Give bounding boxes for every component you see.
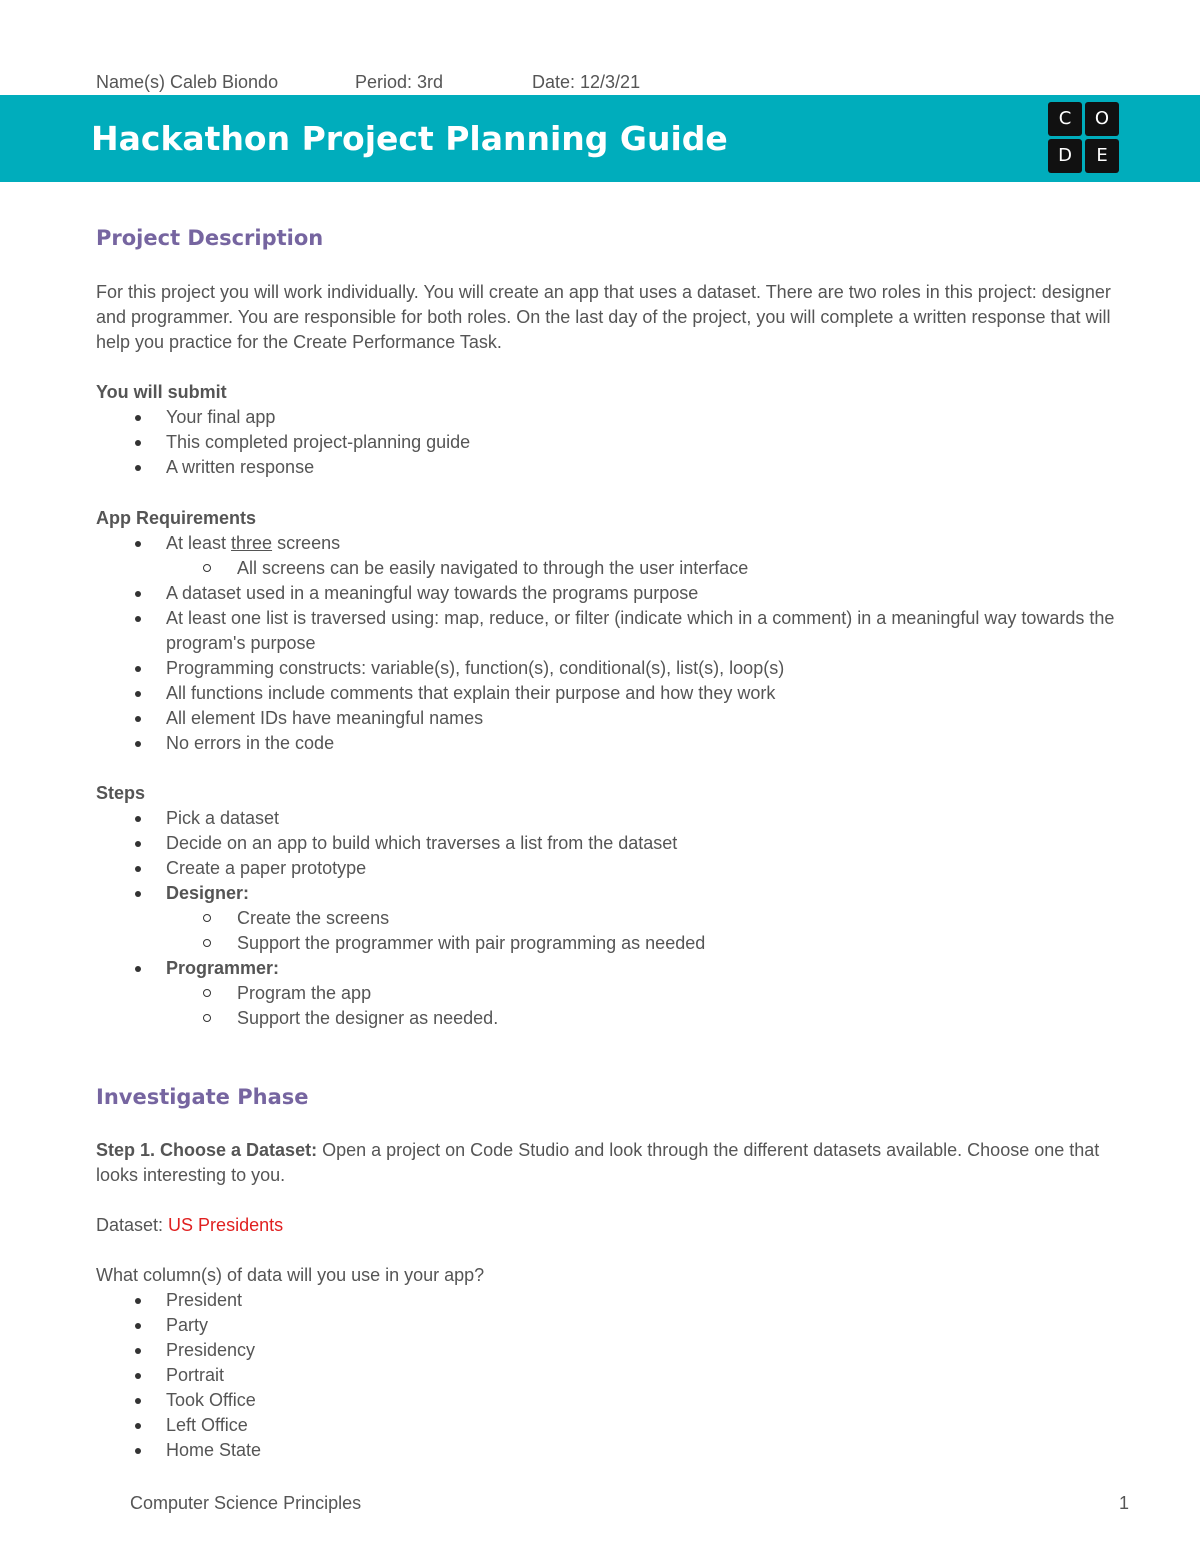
sub-list-item: Create the screens [166,906,1136,931]
step1-paragraph [96,1138,1136,1188]
document-body [96,222,1136,1463]
step1-label: Step 1. Choose a Dataset: [96,1140,318,1160]
designer-sublist [166,906,1136,956]
step1-text: Open a project on Code Studio and look through the different datasets available. Choose one that looks interesting to you. [96,1140,1100,1185]
list-item: Decide on an app to build which traverses a list from the dataset [96,831,1136,856]
req-prefix: At least [166,533,232,553]
logo-letter-d: D [1048,139,1082,173]
submit-list [96,405,1136,480]
date: Date: 12/3/21 [532,72,641,92]
steps-heading: Steps [96,783,146,803]
list-item [96,881,1136,956]
requirements-heading: App Requirements [96,508,257,528]
list-item [96,956,1136,1031]
list-item: All functions include comments that explain their purpose and how they work [96,681,1136,706]
list-item: Took Office [96,1388,1136,1413]
programmer-sublist [166,981,1136,1031]
dataset-value: US Presidents [168,1215,284,1235]
period: Period: 3rd [355,72,444,92]
dataset-line [96,1213,1136,1238]
logo-letter-e: E [1085,139,1119,173]
requirements-list [96,531,1136,756]
list-item: Pick a dataset [96,806,1136,831]
sub-list-item: Support the programmer with pair programming as needed [166,931,1136,956]
list-item: A dataset used in a meaningful way towards the programs purpose [96,581,1136,606]
list-item: No errors in the code [96,731,1136,756]
list-item: President [96,1288,1136,1313]
list-item: Portrait [96,1363,1136,1388]
dataset-label: Dataset: [96,1215,169,1235]
document-title: Hackathon Project Planning Guide [91,119,728,158]
investigate-heading: Investigate Phase [96,1085,309,1109]
req-underlined: three [231,533,273,553]
page-number: 1 [1119,1493,1130,1513]
logo-letter-c: C [1048,102,1082,136]
requirements-sublist [166,556,1136,581]
programmer-label: Programmer: [166,958,280,978]
list-item: A written response [96,455,1136,480]
sub-list-item: Program the app [166,981,1136,1006]
columns-question: What column(s) of data will you use in your app? [96,1265,485,1285]
columns-list [96,1288,1136,1463]
submit-heading: You will submit [96,382,227,402]
list-item: Your final app [96,405,1136,430]
student-name: Name(s) Caleb Biondo [96,72,279,92]
sub-list-item: Support the designer as needed. [166,1006,1136,1031]
list-item: Programming constructs: variable(s), function(s), conditional(s), list(s), loop(s) [96,656,1136,681]
list-item [96,531,1136,581]
req-suffix: screens [272,533,341,553]
list-item: Party [96,1313,1136,1338]
list-item: All element IDs have meaningful names [96,706,1136,731]
list-item: Left Office [96,1413,1136,1438]
list-item: Presidency [96,1338,1136,1363]
list-item: Create a paper prototype [96,856,1136,881]
list-item: This completed project-planning guide [96,430,1136,455]
project-description-paragraph: For this project you will work individually. You will create an app that uses a dataset. There are two roles in this project: designer and programmer. You are responsible for both roles. On the last day of the project, you will complete a written response that will help you practice for the Create Performance Task. [96,282,1111,352]
list-item: Home State [96,1438,1136,1463]
list-item: At least one list is traversed using: map, reduce, or filter (indicate which in a comment) in a meaningful way towards the program's purpose [96,606,1136,656]
steps-list [96,806,1136,1031]
project-description-heading: Project Description [96,226,324,250]
code-logo [1048,102,1120,174]
sub-list-item: All screens can be easily navigated to through the user interface [166,556,1136,581]
logo-letter-o: O [1085,102,1119,136]
footer-course: Computer Science Principles [130,1493,362,1513]
designer-label: Designer: [166,883,250,903]
